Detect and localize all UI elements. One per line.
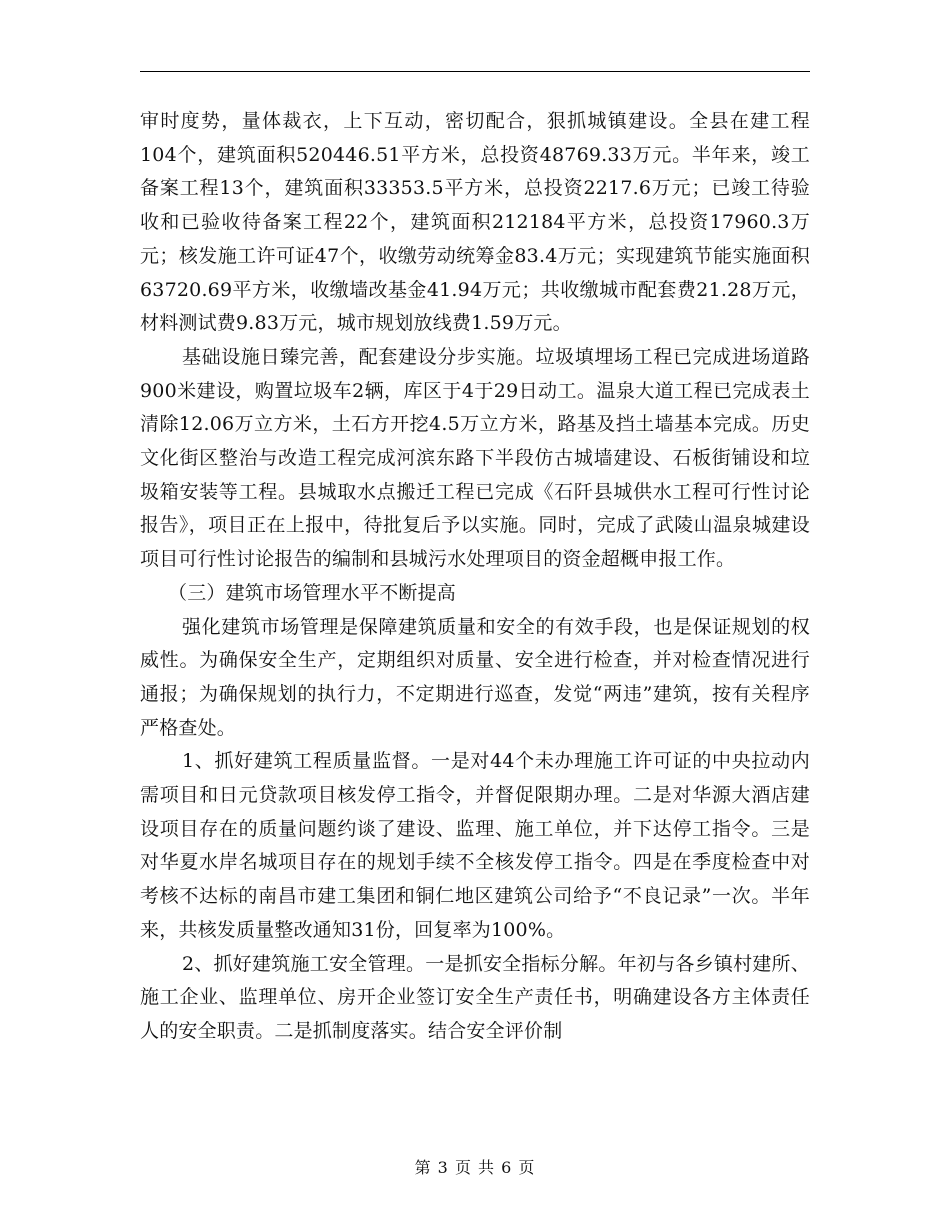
section-heading-market-management: （三）建筑市场管理水平不断提高 [168, 581, 457, 604]
paragraph-urban-construction: 审时度势，量体裁衣，上下互动，密切配合，狠抓城镇建设。全县在建工程104个，建筑面积520446.51平方米，总投资48769.33万元。半年来，竣工备案工程13个，建筑面积33353.5平方米，总投资2217.6万元；已竣工待验收和已验收待备案工程22个，建筑面积212184平方米，总投资17960.3万元；核发施工许可证47个，收缴劳动统筹金83.4万元；实现建筑节能实施面积63720.69平方米，收缴墙改基金41.94万元；共收缴城市配套费21.28万元，材料测试费9.83万元，城市规划放线费1.59万元。 [140, 110, 810, 335]
paragraph-safety-management: 2、抓好建筑施工安全管理。一是抓安全指标分解。年初与各乡镇村建所、施工企业、监理单位、房开企业签订安全生产责任书，明确建设各方主体责任人的安全职责。二是抓制度落实。结合安全评价制 [140, 952, 810, 1042]
document-body [140, 105, 810, 1049]
paragraph-infrastructure: 基础设施日臻完善，配套建设分步实施。垃圾填埋场工程已完成进场道路900米建设，购置垃圾车2辆，库区于4于29日动工。温泉大道工程已完成表土清除12.06万立方米，土石方开挖4.5万立方米，路基及挡土墙基本完成。历史文化街区整治与改造工程完成河滨东路下半段仿古城墙建设、石板街铺设和垃圾箱安装等工程。县城取水点搬迁工程已完成《石阡县城供水工程可行性讨论报告》，项目正在上报中，待批复后予以实施。同时，完成了武陵山温泉城建设项目可行性讨论报告的编制和县城污水处理项目的资金超概申报工作。 [140, 345, 810, 571]
header-rule [140, 71, 810, 72]
paragraph-market-management: 强化建筑市场管理是保障建筑质量和安全的有效手段，也是保证规划的权威性。为确保安全生产，定期组织对质量、安全进行检查，并对检查情况进行通报；为确保规划的执行力，不定期进行巡查，发觉“两违”建筑，按有关程序严格查处。 [140, 615, 810, 739]
paragraph-quality-supervision: 1、抓好建筑工程质量监督。一是对44个未办理施工许可证的中央拉动内需项目和日元贷款项目核发停工指令，并督促限期办理。二是对华源大酒店建设项目存在的质量问题约谈了建设、监理、施工单位，并下达停工指令。三是对华夏水岸名城项目存在的规划手续不全核发停工指令。四是在季度检查中对考核不达标的南昌市建工集团和铜仁地区建筑公司给予“不良记录”一次。半年来，共核发质量整改通知31份，回复率为100%。 [140, 750, 810, 941]
page-footer: 第 3 页 共 6 页 [414, 1158, 536, 1177]
